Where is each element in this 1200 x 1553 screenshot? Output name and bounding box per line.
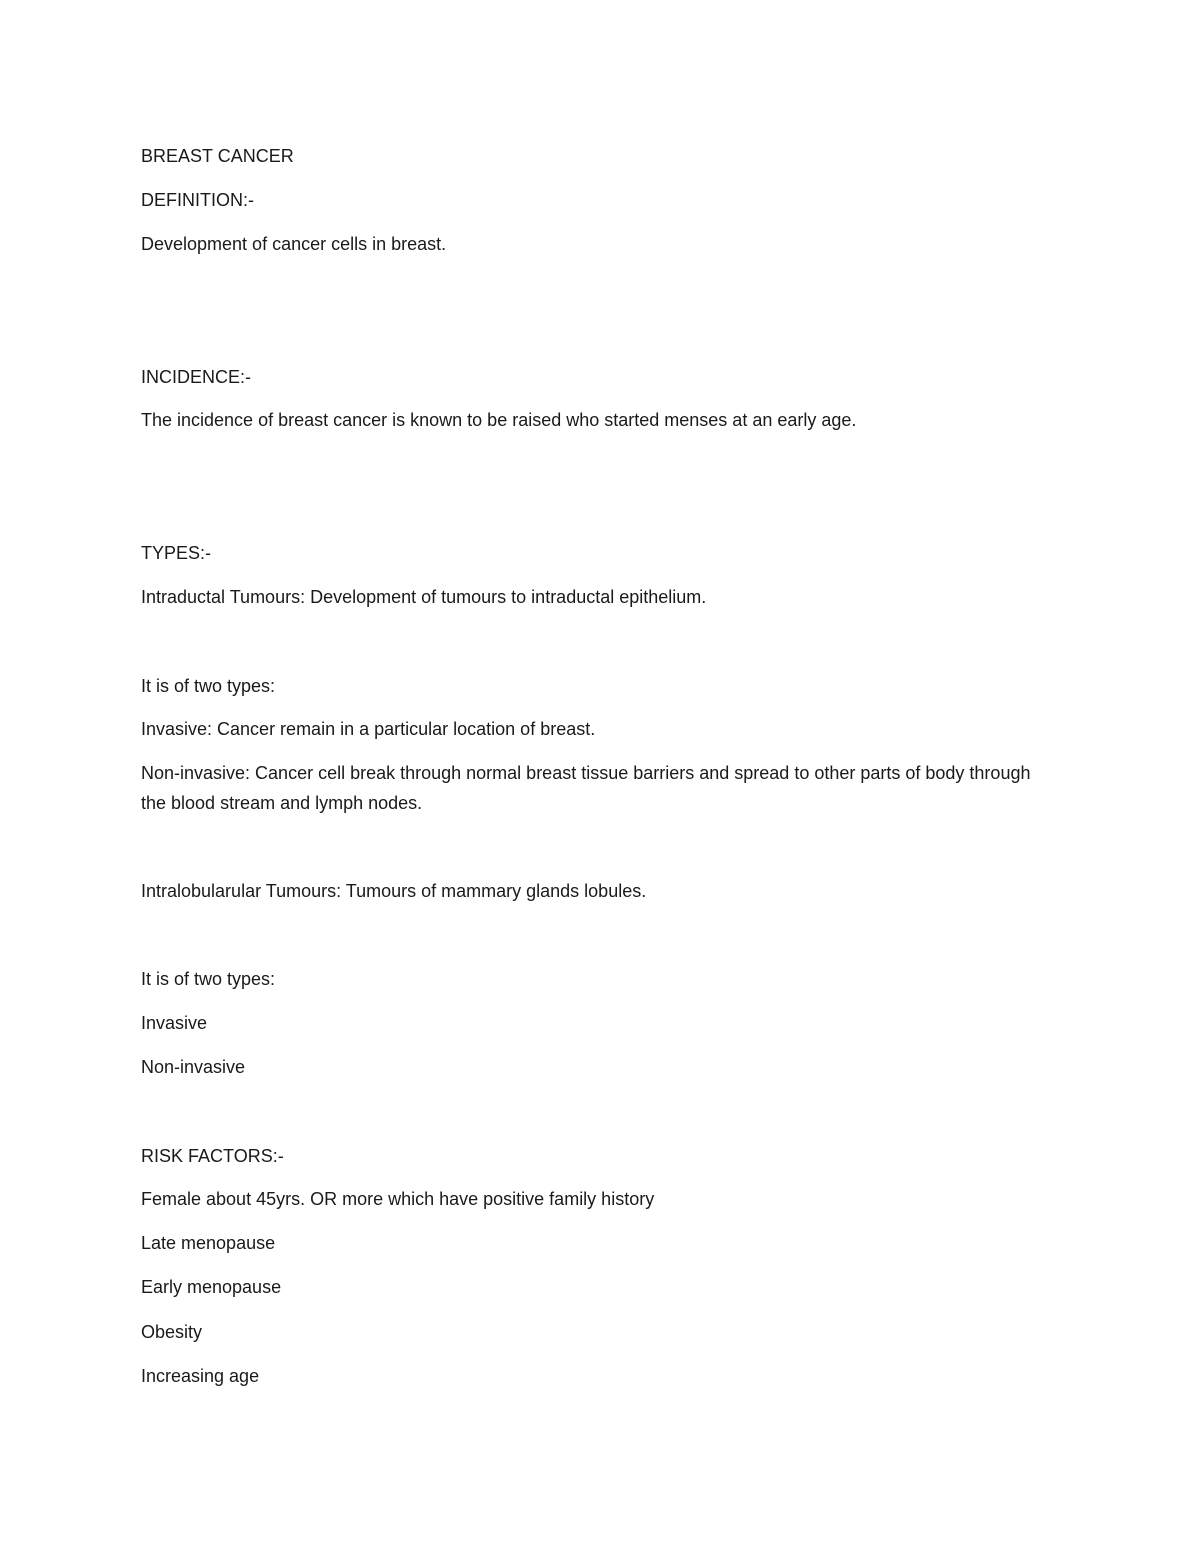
- risk-factor-item: Female about 45yrs. OR more which have positive family history: [141, 1189, 655, 1209]
- types-heading: TYPES:-: [141, 543, 212, 563]
- risk-factor-item: Increasing age: [141, 1366, 260, 1386]
- intraductal-subtypes-intro: It is of two types:: [141, 676, 276, 696]
- incidence-text: The incidence of breast cancer is known to be raised who started menses at an early age.: [141, 410, 857, 430]
- intralobular-noninvasive-text: Non-invasive: [141, 1057, 246, 1077]
- intraductal-invasive-text: Invasive: Cancer remain in a particular location of breast.: [141, 719, 596, 739]
- intralobular-invasive-text: Invasive: [141, 1013, 208, 1033]
- definition-text: Development of cancer cells in breast.: [141, 234, 447, 254]
- document-title: BREAST CANCER: [141, 146, 294, 166]
- risk-factor-item: Early menopause: [141, 1277, 282, 1297]
- risk-factor-item: Obesity: [141, 1322, 203, 1342]
- risk-factor-item: Late menopause: [141, 1233, 276, 1253]
- risk-factors-heading: RISK FACTORS:-: [141, 1146, 284, 1166]
- intraductal-noninvasive-text: Non-invasive: Cancer cell break through normal breast tissue barriers and spread to other parts of body through the blood stream and lymph nodes.: [141, 763, 1031, 813]
- intraductal-tumours-text: Intraductal Tumours: Development of tumours to intraductal epithelium.: [141, 587, 707, 607]
- incidence-heading: INCIDENCE:-: [141, 367, 252, 387]
- definition-heading: DEFINITION:-: [141, 190, 254, 210]
- intralobular-subtypes-intro: It is of two types:: [141, 969, 276, 989]
- intralobular-tumours-text: Intralobularular Tumours: Tumours of mammary glands lobules.: [141, 881, 647, 901]
